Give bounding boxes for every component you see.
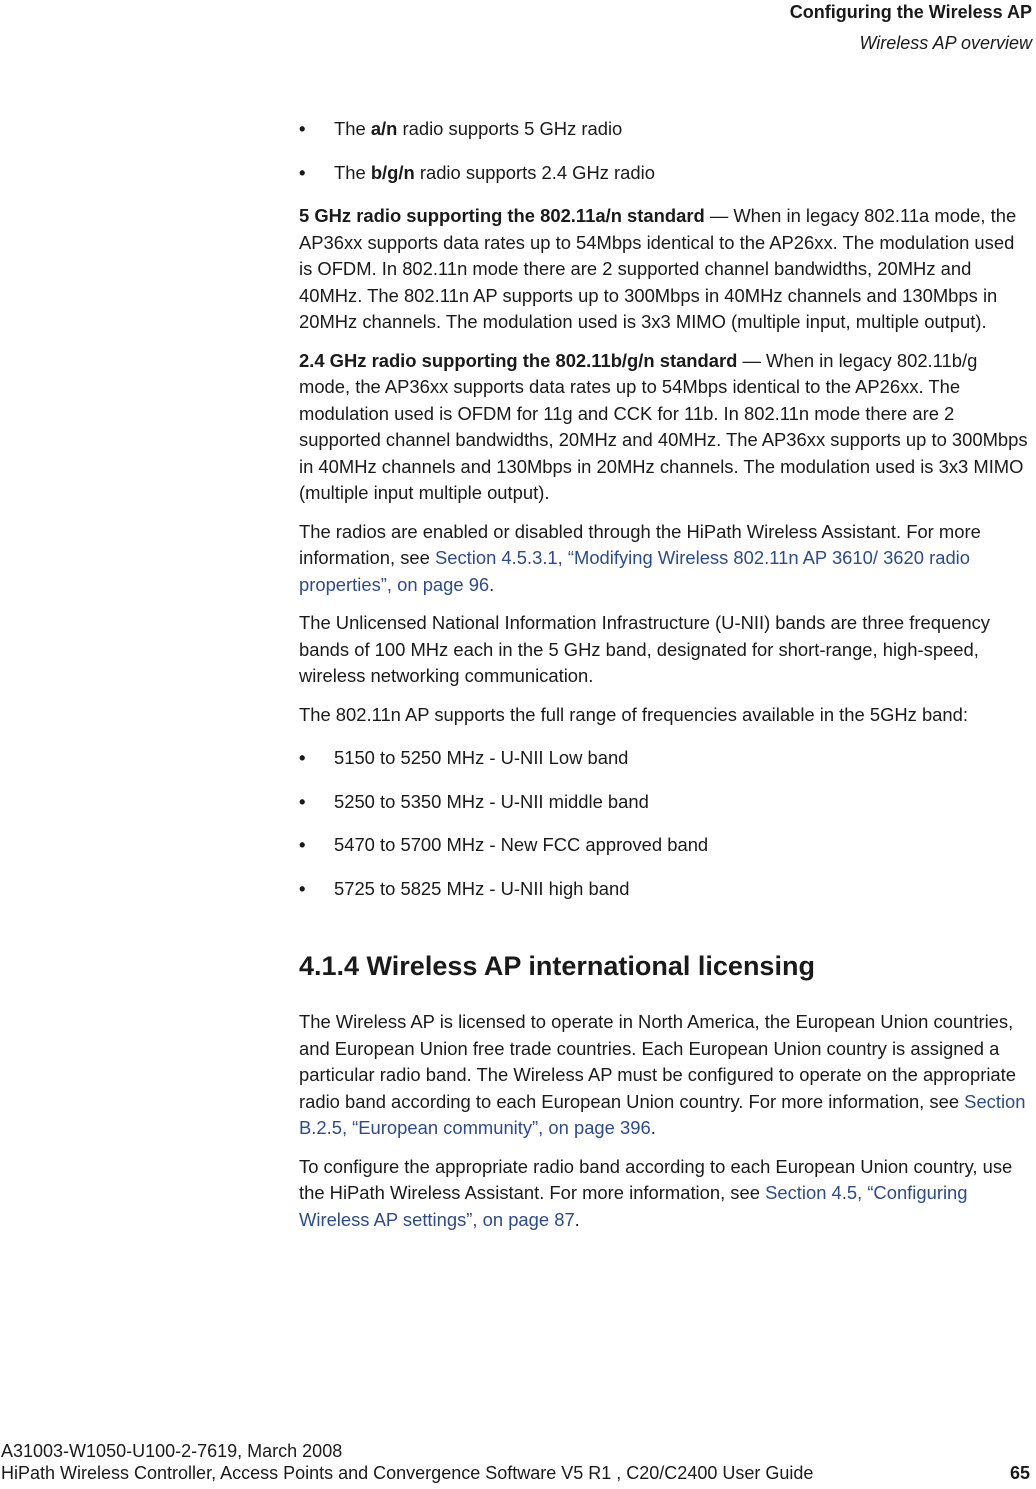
list-item: • 5725 to 5825 MHz - U-NII high band (299, 876, 1032, 903)
paragraph-radios: The radios are enabled or disabled through the HiPath Wireless Assistant. For more information, see Section 4.5.3.1, “Modifying Wireless 802.11n AP 3610/ 3620 radio properties”, on page 96. (299, 520, 981, 595)
cross-reference-link[interactable]: Section 4.5, “Configuring Wireless AP settings”, on page 87 (299, 1182, 968, 1230)
page-body (299, 116, 1032, 1245)
running-footer (0, 1440, 1036, 1484)
bullet-icon: • (299, 834, 306, 855)
bullet-icon: • (299, 747, 306, 768)
list-item: • 5150 to 5250 MHz - U-NII Low band (299, 745, 1032, 772)
bullet-icon: • (299, 877, 306, 899)
paragraph-24ghz: 2.4 GHz radio supporting the 802.11b/g/n standard — When in legacy 802.11b/g mode, the AP36xx supports data rates up to 54Mbps identical to the AP26xx. The modulation used is OFDM for 11g and CCK for 11b. In 802.11n mode there are 2 supported channel bandwidths, 20MHz and 40MHz. The AP36xx supports up to 300Mbps in 40MHz channels and 130Mbps in 20MHz channels. The modulation used is 3x3 MIMO (multiple input multiple output). (299, 349, 1028, 503)
list-item: • The a/n radio supports 5 GHz radio (299, 116, 1032, 143)
list-item: • 5470 to 5700 MHz - New FCC approved band (299, 832, 1032, 859)
footer-guide-line (0, 1462, 1036, 1484)
page-number: 65 (1009, 1463, 1030, 1483)
running-header (790, 0, 1032, 54)
bullet-icon: • (299, 118, 306, 139)
footer-doc-id: A31003-W1050-U100-2-7619, March 2008 (1, 1441, 343, 1461)
cross-reference-link[interactable]: Section B.2.5, “European community”, on page 396 (299, 1090, 1026, 1138)
bullet-icon: • (299, 161, 306, 183)
paragraph-configure: To configure the appropriate radio band according to each European Union country, use the HiPath Wireless Assistant. For more information, see Section 4.5, “Configuring Wireless AP settings”, on page 87. (299, 1155, 1013, 1230)
paragraph-licensing: The Wireless AP is licensed to operate in North America, the European Union countries, and European Union free trade countries. Each European Union country is assigned a particular radio band. The Wireless AP must be configured to operate on the appropriate radio band according to each European Union country. For more information, see Section B.2.5, “European community”, on page 396. (299, 1011, 1026, 1138)
list-item: • The b/g/n radio supports 2.4 GHz radio (299, 160, 1032, 187)
header-section-title: Wireless AP overview (859, 33, 1032, 53)
paragraph-range: The 802.11n AP supports the full range of frequencies available in the 5GHz band: (299, 703, 968, 725)
paragraph-5ghz: 5 GHz radio supporting the 802.11a/n standard — When in legacy 802.11a mode, the AP36xx supports data rates up to 54Mbps identical to the AP26xx. The modulation used is OFDM. In 802.11n mode there are 2 supported channel bandwidths, 20MHz and 40MHz. The 802.11n AP supports up to 300Mbps in 40MHz channels and 130Mbps in 20MHz channels. The modulation used is 3x3 MIMO (multiple input, multiple output). (299, 205, 1017, 332)
cross-reference-link[interactable]: Section 4.5.3.1, “Modifying Wireless 802.11n AP 3610/ 3620 radio properties”, on page 96 (299, 547, 970, 595)
list-item: • 5250 to 5350 MHz - U-NII middle band (299, 789, 1032, 816)
footer-guide-title: HiPath Wireless Controller, Access Points and Convergence Software V5 R1 , C20/C2400 User Guide (1, 1463, 814, 1483)
section-heading: 4.1.4 Wireless AP international licensing (299, 951, 815, 981)
paragraph-unii: The Unlicensed National Information Infrastructure (U-NII) bands are three frequency bands of 100 MHz each in the 5 GHz band, designated for short-range, high-speed, wireless networking communication. (299, 612, 990, 686)
header-chapter-title: Configuring the Wireless AP (789, 2, 1032, 22)
bullet-icon: • (299, 790, 306, 812)
